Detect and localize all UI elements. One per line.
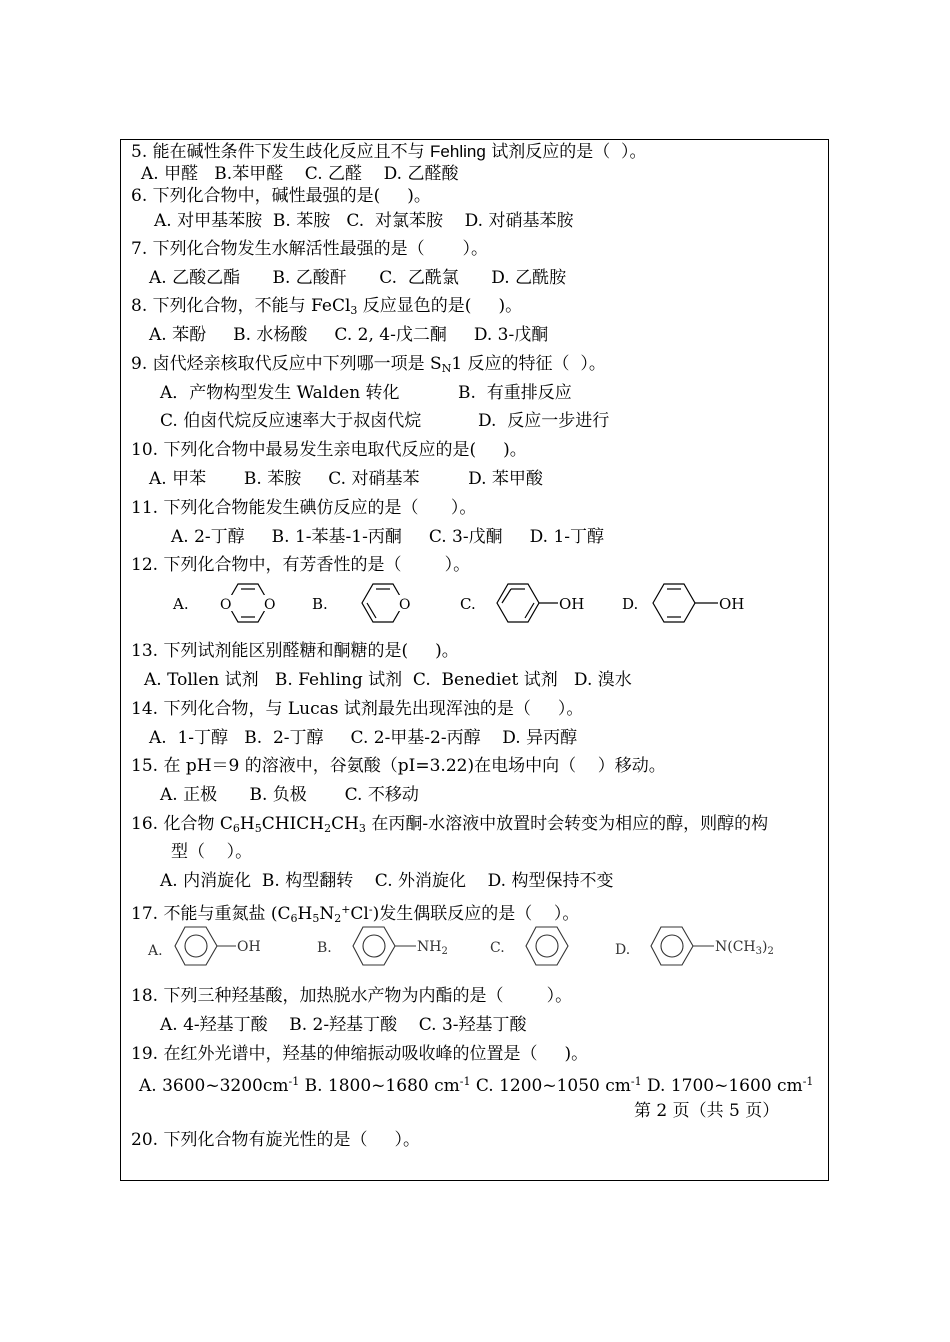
- dioxin-structure: [210, 578, 282, 630]
- question-18-options: A. 4-羟基丁酸 B. 2-羟基丁酸 C. 3-羟基丁酸: [160, 1015, 527, 1035]
- amino-group: $NH_2$: [417, 939, 448, 957]
- page-number: 第 2 页（共 5 页）: [634, 1101, 780, 1121]
- question-17-label-c: C.: [490, 940, 505, 956]
- question-12-stem: 12. 下列化合物中，有芳香性的是（ ）。: [131, 555, 471, 575]
- question-6-options: A. 对甲基苯胺 B. 苯胺 C. 对氯苯胺 D. 对硝基苯胺: [154, 211, 574, 231]
- question-6-stem: 6. 下列化合物中，碱性最强的是( )。: [131, 186, 431, 206]
- hydroxyl-group: OH: [237, 939, 261, 955]
- aniline-structure: [350, 922, 460, 970]
- question-12-label-d: D.: [622, 595, 639, 613]
- cyclohexadiene-structure: [646, 578, 756, 630]
- question-8-options: A. 苯酚 B. 水杨酸 C. 2, 4-戊二酮 D. 3-戊酮: [149, 325, 549, 345]
- dimethylaniline-structure: [648, 922, 798, 970]
- question-13-stem: 13. 下列试剂能区别醛糖和酮糖的是( )。: [131, 641, 459, 661]
- question-16-stem-continued: 型（ ）。: [171, 842, 253, 862]
- question-19-stem: 19. 在红外光谱中，羟基的伸缩振动吸收峰的位置是（ )。: [131, 1044, 589, 1064]
- question-5-stem: 5. 能在碱性条件下发生歧化反应且不与 Fehling 试剂反应的是（ ）。: [131, 142, 647, 162]
- oxygen-atom: O: [399, 597, 411, 613]
- question-17-stem: 17. 不能与重氮盐 $(C_6H_5N_2^+Cl^-)$发生偶联反应的是（ ）。: [131, 903, 580, 925]
- question-7-stem: 7. 下列化合物发生水解活性最强的是（ ）。: [131, 239, 488, 259]
- question-12-label-a: A.: [173, 595, 189, 613]
- phenol-structure: [490, 578, 590, 630]
- question-13-options: A. Tollen 试剂 B. Fehling 试剂 C. Benediet 试剂 D. 溴水: [144, 670, 632, 690]
- question-19-options: A. $3600\sim 3200cm^{-1}$ B. 1800~1680 $cm^{-1}$ C. 1200~1050 $cm^{-1}$ D. 1700~1600 $cm^{-1}$: [139, 1075, 814, 1096]
- question-20-stem: 20. 下列化合物有旋光性的是（ ）。: [131, 1130, 420, 1150]
- phenol-structure: [172, 922, 272, 970]
- pyran-structure: [355, 578, 425, 630]
- question-11-options: A. 2-丁醇 B. 1-苯基-1-丙酮 C. 3-戊酮 D. 1-丁醇: [171, 527, 605, 547]
- question-17-label-d: D.: [615, 942, 631, 958]
- hydroxyl-group: OH: [559, 595, 585, 613]
- question-17-label-a: A.: [148, 943, 163, 959]
- question-15-options: A. 正极 B. 负极 C. 不移动: [160, 785, 419, 805]
- oxygen-atom-left: O: [220, 597, 232, 613]
- hydroxyl-group: OH: [719, 595, 745, 613]
- question-9-option-b: B. 有重排反应: [458, 383, 572, 403]
- question-5-options: A. 甲醛 B.苯甲醛 C. 乙醛 D. 乙醛酸: [141, 164, 459, 184]
- question-17-label-b: B.: [317, 940, 332, 956]
- question-10-options: A. 甲苯 B. 苯胺 C. 对硝基苯 D. 苯甲酸: [149, 469, 543, 489]
- benzene-structure: [523, 922, 575, 970]
- dimethylamino-group: $N(CH_3)_2$: [715, 939, 774, 957]
- question-9-option-d: D. 反应一步进行: [478, 411, 610, 431]
- question-9-stem: 9. 卤代烃亲核取代反应中下列哪一项是 $S_N1$ 反应的特征（ ）。: [131, 354, 606, 375]
- question-10-stem: 10. 下列化合物中最易发生亲电取代反应的是( )。: [131, 440, 527, 460]
- question-12-label-c: C.: [460, 595, 476, 613]
- oxygen-atom-right: O: [264, 597, 276, 613]
- question-16-stem: 16. 化合物 $C_6H_5CHICH_2CH_3$ 在丙酮-水溶液中放置时会转变为相应的醇，则醇的构: [131, 814, 769, 835]
- question-7-options: A. 乙酸乙酯 B. 乙酸酐 C. 乙酰氯 D. 乙酰胺: [149, 268, 567, 288]
- question-16-options: A. 内消旋化 B. 构型翻转 C. 外消旋化 D. 构型保持不变: [160, 871, 614, 891]
- question-9-option-a: A．产物构型发生 Walden 转化: [160, 383, 400, 403]
- question-14-stem: 14. 下列化合物，与 Lucas 试剂最先出现浑浊的是（ ）。: [131, 699, 584, 719]
- question-15-stem: 15. 在 pH＝9 的溶液中，谷氨酸（pI=3.22)在电场中向（ ）移动。: [131, 756, 666, 776]
- question-14-options: A. 1-丁醇 B. 2-丁醇 C. 2-甲基-2-丙醇 D. 异丙醇: [149, 728, 578, 748]
- question-18-stem: 18. 下列三种羟基酸，加热脱水产物为内酯的是（ ）。: [131, 986, 573, 1006]
- question-11-stem: 11. 下列化合物能发生碘仿反应的是（ ）。: [131, 498, 477, 518]
- question-8-stem: 8. 下列化合物，不能与 FeCl$_3$ 反应显色的是( )。: [131, 296, 523, 317]
- question-12-label-b: B.: [312, 595, 328, 613]
- question-9-option-c: C. 伯卤代烷反应速率大于叔卤代烷: [160, 411, 422, 431]
